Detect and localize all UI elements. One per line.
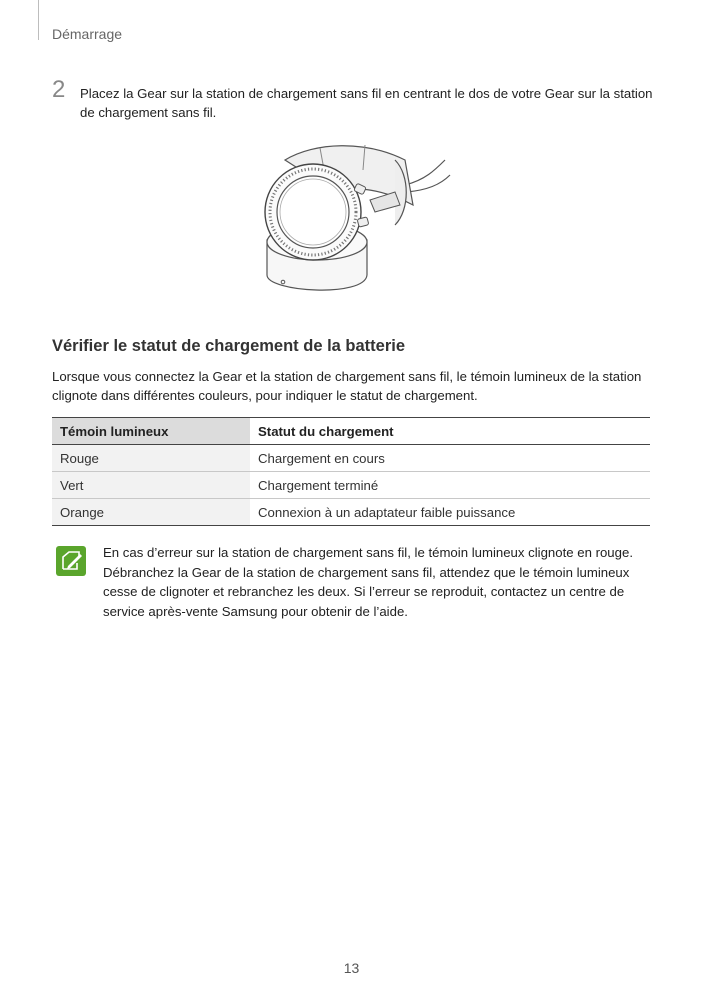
note-icon xyxy=(55,545,87,577)
column-header: Statut du chargement xyxy=(250,418,650,445)
table-cell: Chargement terminé xyxy=(250,472,650,499)
watch-on-charger-illustration xyxy=(245,130,455,310)
table-row xyxy=(52,445,650,472)
column-header: Témoin lumineux xyxy=(52,418,250,445)
note-text: En cas d’erreur sur la station de chargement sans fil, le témoin lumineux clignote en rouge. Débranchez la Gear de la station de chargement sans fil, attendez que le témoin lumineux cesse de clignoter et rebranchez les deux. Si l’erreur se reproduit, contactez un centre de service après-vente Samsung pour obtenir de l’aide. xyxy=(103,545,633,619)
running-header: Démarrage xyxy=(52,26,123,42)
table-row xyxy=(52,499,650,526)
page-number: 13 xyxy=(343,960,360,976)
table-cell: Orange xyxy=(52,499,250,526)
table-header-row xyxy=(52,418,650,445)
table-row xyxy=(52,472,650,499)
table-cell: Vert xyxy=(52,472,250,499)
table-cell: Connexion à un adaptateur faible puissance xyxy=(250,499,650,526)
step-instruction: Placez la Gear sur la station de chargement sans fil en centrant le dos de votre Gear sur la station de chargement sans fil. xyxy=(80,86,653,120)
step-number: 2 xyxy=(52,76,66,103)
table-cell: Chargement en cours xyxy=(250,445,650,472)
margin-rule xyxy=(38,0,39,40)
section-heading: Vérifier le statut de chargement de la batterie xyxy=(52,337,406,355)
section-intro: Lorsque vous connectez la Gear et la station de chargement sans fil, le témoin lumineux de la station clignote dans différentes couleurs, pour indiquer le statut de chargement. xyxy=(52,369,642,403)
table-cell: Rouge xyxy=(52,445,250,472)
charging-status-table xyxy=(52,417,650,526)
